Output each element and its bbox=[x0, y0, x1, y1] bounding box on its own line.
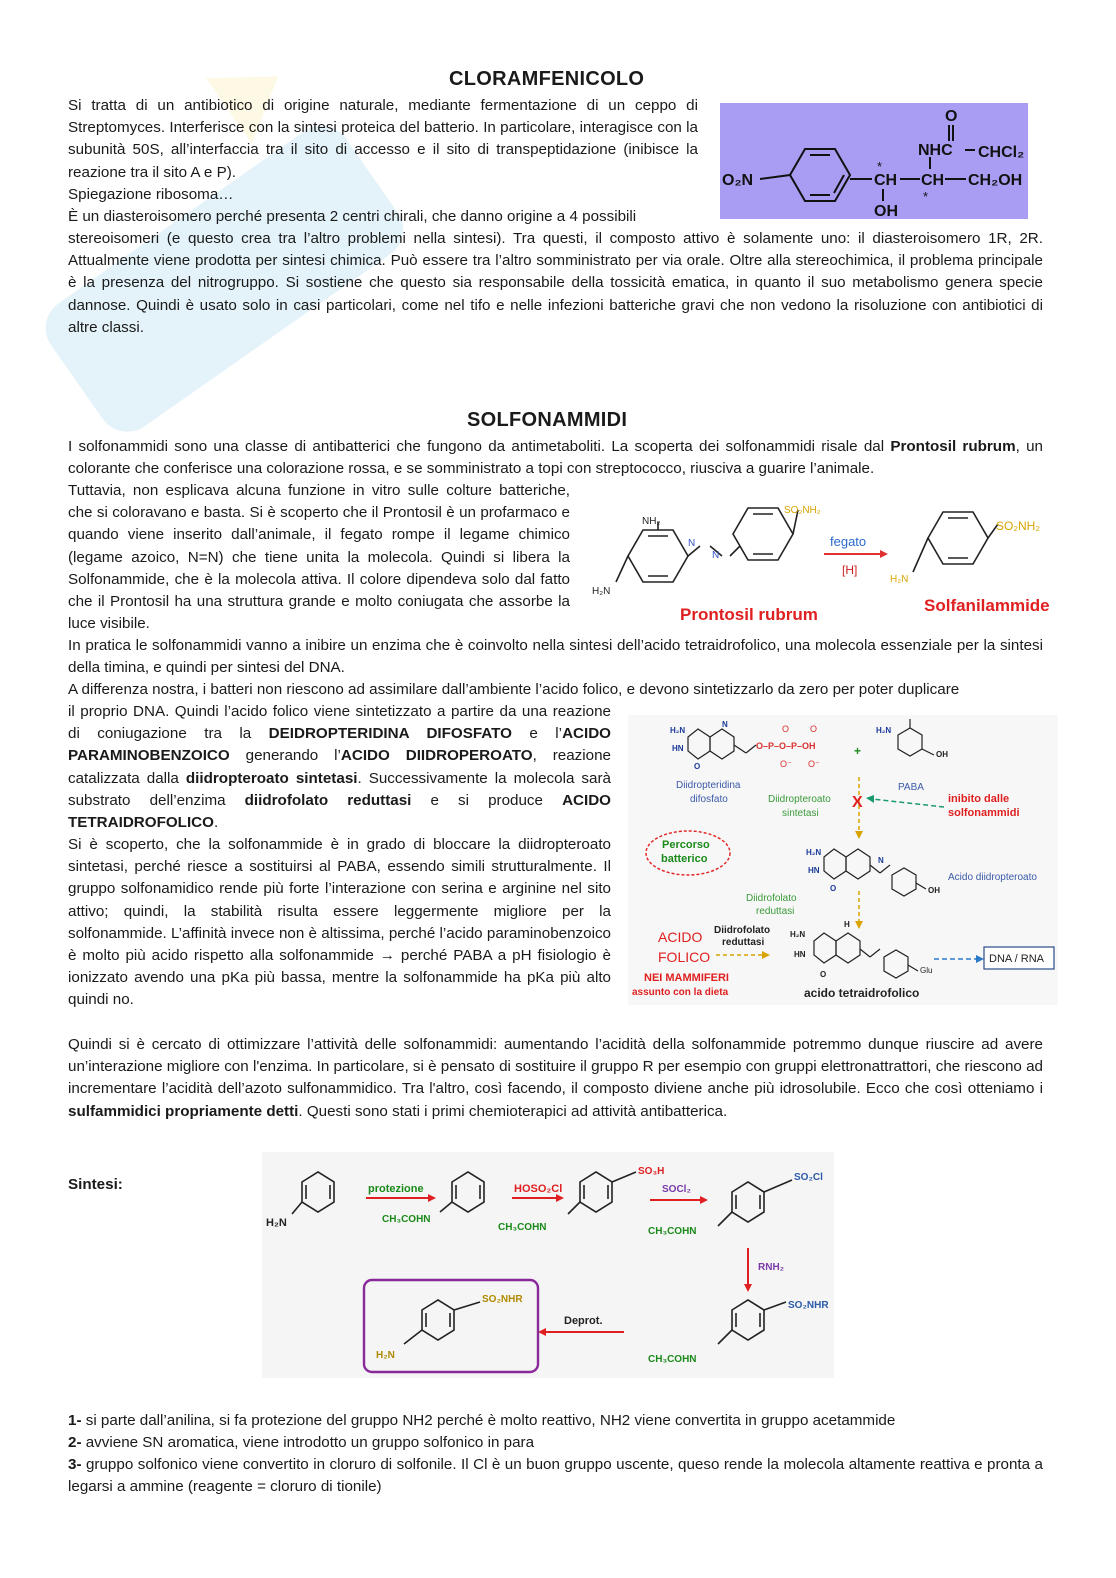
chiral-star-2: * bbox=[923, 189, 929, 204]
dna-rna-label: DNA / RNA bbox=[989, 953, 1045, 965]
percorso-label-2: batterico bbox=[661, 853, 708, 865]
aniline-h2n: H₂N bbox=[266, 1217, 287, 1229]
ch-label-2: CH bbox=[921, 172, 945, 189]
paragraph-solfonammidi-6: Si è scoperto, che la solfonammide è in grado di bloccare la diidropteroato sintetasi, perché riesce a sostituirsi al PABA, essendo simili strutturalmente. Il gruppo solfonamidico rende più forte l’interazione con serina e arginine nel sito attivo; quindi, la stabilità risulta essere leggermente migliore per la solfonammide. L’affinità invece non è altissima, perché l’acido paraminobenzoico è molto più acido rispetto alla solfonammide → perché PABA a pH fisiologio è ionizzato avendo una pKa più bassa, mentre la solfonammide ha pKa più alto quindi no. bbox=[68, 836, 611, 1009]
sintesi-label: Sintesi: bbox=[68, 1176, 123, 1193]
folate-hn-2: HN bbox=[808, 866, 820, 875]
diidropteroato-sintetasi-2: sintetasi bbox=[782, 808, 819, 819]
diidrofolato-reduttasi-1b: reduttasi bbox=[756, 906, 795, 917]
diidropteroato-sintetasi-1: Diidropteroato bbox=[768, 794, 831, 805]
acetamide-4: CH₃COHN bbox=[648, 1354, 697, 1365]
prontosil-so2nh2: SO₂NH₂ bbox=[784, 505, 821, 516]
step-1: 1- si parte dall’anilina, si fa protezione del gruppo NH2 perché è molto reattivo, NH2 viene convertita in gruppo acetammide bbox=[68, 1412, 896, 1429]
chloramphenicol-structure bbox=[720, 103, 1028, 219]
inibito-label-1: inibito dalle bbox=[948, 793, 1010, 805]
tetraidrofolico-label: acido tetraidrofolico bbox=[804, 986, 920, 1000]
diidrofolato-reduttasi-2b: reduttasi bbox=[722, 937, 765, 948]
paragraph-solfonammidi-2: Tuttavia, non esplicava alcuna funzione in vitro sulle colture batteriche, che si coloravano e basta. Si è scoperto che il Prontosil è un profarmaco e quando viene inserito dall’animale, il fegato rompe il legame chimico (legame azoico, N=N) che tiene unita la molecola. Quindi si libera la Solfonammide, che è la molecola attiva. Il colore dipendeva solo dal fatto che il Prontosil ha una struttura grande e molto coniugata che assorbe la luce visibile. bbox=[68, 482, 570, 633]
oxygen-label: O bbox=[945, 108, 958, 125]
azo-n1: N bbox=[688, 538, 696, 549]
chiral-star-1: * bbox=[877, 159, 883, 174]
oh-label: OH bbox=[874, 203, 898, 219]
diidropteridina-label: Diidropteridina bbox=[676, 780, 741, 791]
paba-oh: OH bbox=[936, 750, 948, 759]
folico-label: FOLICO bbox=[658, 949, 711, 965]
diidrofolato-reduttasi-2a: Diidrofolato bbox=[714, 925, 771, 936]
phosphate-o-bottom-2: O⁻ bbox=[808, 759, 820, 769]
solfan-so2nh2: SO₂NH₂ bbox=[996, 519, 1040, 533]
o2n-label: O₂N bbox=[722, 172, 754, 189]
folate-h-3: H bbox=[844, 920, 850, 929]
paragraph-solfonammidi-4: A differenza nostra, i batteri non riescono ad assimilare dall’ambiente l’acido folico, e devono sintetizzarlo da zero per poter duplicare bbox=[68, 681, 960, 698]
prontosil-name: Prontosil rubrum bbox=[680, 605, 818, 624]
paragraph-solfonammidi-3: In pratica le solfonammidi vanno a inibire un enzima che è coinvolto nella sintesi dell’acido tetraidrofolico, una molecola essenziale per la sintesi della timina, e quindi per sintesi del DNA. bbox=[68, 637, 1043, 677]
solfan-h2n: H₂N bbox=[890, 574, 909, 585]
final-h2n: H₂N bbox=[376, 1350, 395, 1361]
paragraph-solfonammidi-1: I solfonammidi sono una classe di antibatterici che fungono da antimetaboliti. La scoperta dei solfonammidi risale dal Prontosil rubrum, un colorante che conferisce una colorazione rossa, e se somministrato a topi con streptococco, riusciva a guarire l’animale. bbox=[68, 438, 1043, 478]
synthesis-scheme bbox=[262, 1152, 834, 1378]
folate-n-1: N bbox=[722, 720, 728, 729]
paba-h2n: H₂N bbox=[876, 726, 892, 735]
mammiferi-label: NEI MAMMIFERI bbox=[644, 972, 729, 984]
paragraph-cloramfenicolo-2: Spiegazione ribosoma… bbox=[68, 186, 234, 203]
so2cl-label: SO₂Cl bbox=[794, 1172, 823, 1183]
acido-label: ACIDO bbox=[658, 929, 703, 945]
folate-o-3: O bbox=[820, 970, 827, 979]
folate-o-2: O bbox=[830, 884, 837, 893]
paragraph-cloramfenicolo-1: Si tratta di un antibiotico di origine naturale, mediante fermentazione di un ceppo di Streptomyces. Interferisce con la sintesi proteica del batterio. In particolare, interagisce con la subunità 50S, all’interfaccia tra il sito di accesso e il sito di transpeptidazione (inibisce la reazione tra il sito A e P). bbox=[68, 97, 698, 181]
difosfato-label: difosfato bbox=[690, 794, 728, 805]
phosphate-o-top-1: O bbox=[782, 724, 790, 734]
folate-h2n-3: H₂N bbox=[790, 930, 806, 939]
phosphate-chain: O–P–O–P–OH bbox=[756, 741, 816, 751]
acetamide-2: CH₃COHN bbox=[498, 1222, 547, 1233]
folate-h2n-1: H₂N bbox=[670, 726, 686, 735]
step-2: 2- avviene SN aromatica, viene introdotto un gruppo solfonico in para bbox=[68, 1434, 535, 1451]
section-title-cloramfenicolo: CLORAMFENICOLO bbox=[449, 68, 645, 90]
prontosil-h2n: H₂N bbox=[592, 586, 611, 597]
percorso-label-1: Percorso bbox=[662, 839, 710, 851]
inhibition-x: X bbox=[852, 794, 863, 811]
phosphate-o-top-2: O bbox=[810, 724, 818, 734]
diidrofolato-reduttasi-1a: Diidrofolato bbox=[746, 893, 797, 904]
phosphate-o-bottom-1: O⁻ bbox=[780, 759, 792, 769]
paba-label: PABA bbox=[898, 782, 924, 793]
chcl2-label: CHCl₂ bbox=[978, 144, 1025, 161]
folate-o-1: O bbox=[694, 762, 701, 771]
paragraph-solfonammidi-7: Quindi si è cercato di ottimizzare l’attività delle solfonammidi: aumentando l’acidità della solfonammide potremmo dunque riuscire ad avere un’interazione migliore con l'enzima. In particolare, si è pensato di sostituire il gruppo R per esempio con gruppi elettronattrattori, che riescono ad incrementare l’acidità dell’azoto sulfonammidico. Tra l'altro, così facendo, il composto diviene anche più idrosolubile. Ecco che così otteniamo i sulfammidici propriamente detti. Questi sono stati i primi chemioterapici ad attività antibatterica. bbox=[68, 1036, 1043, 1120]
folate-h2n-2: H₂N bbox=[806, 848, 822, 857]
hoso2cl-label: HOSO₂Cl bbox=[514, 1183, 563, 1195]
acido-diidropteroato-label: Acido diidropteroato bbox=[948, 872, 1037, 883]
so2nhr-label-2: SO₂NHR bbox=[482, 1294, 523, 1305]
fegato-label: fegato bbox=[830, 534, 867, 549]
dieta-label: assunto con la dieta bbox=[632, 987, 729, 998]
paragraph-cloramfenicolo-3a: È un diasteroisomero perché presenta 2 centri chirali, che danno origine a 4 possibili bbox=[68, 208, 637, 225]
step-3: 3- gruppo solfonico viene convertito in cloruro di solfonile. Il Cl è un buon gruppo uscente, queso rende la molecola altamente reattiva e pronta a legarsi a ammine (reagente = cloruro di tionile) bbox=[68, 1456, 1043, 1496]
prontosil-figure bbox=[588, 494, 1063, 634]
paragraph-cloramfenicolo-3b: stereoisomeri (e questo crea tra l’altro problemi nella sintesi). Tra questi, il composto attivo è solamente uno: il diasteroisomero 1R, 2R. Attualmente viene prodotta per sintesi chimica. Può essere tra l’altro somministrato per via orale. Oltre alla stereochimica, il problema principale è la presenza del nitrogruppo. Si sostiene che questo sia responsabile della tossicità ematica, in quanto il suo metabolismo genera specie dannose. Quindi è usato solo in casi particolari, come nel tifo e nelle infezioni batteriche gravi che non vedono la risoluzione con antibiotici di altre classi. bbox=[68, 230, 1043, 336]
nhc-label: NHC bbox=[918, 142, 953, 159]
glu-label: Glu bbox=[920, 966, 933, 975]
folate-oh-2: OH bbox=[928, 886, 940, 895]
folate-hn-1: HN bbox=[672, 744, 684, 753]
acetamide-1: CH₃COHN bbox=[382, 1214, 431, 1225]
section-title-solfonammidi: SOLFONAMMIDI bbox=[467, 409, 628, 431]
so3h-label: SO₃H bbox=[638, 1166, 665, 1177]
deprot-label: Deprot. bbox=[564, 1315, 603, 1327]
acetamide-3: CH₃COHN bbox=[648, 1226, 697, 1237]
folate-pathway-figure bbox=[628, 715, 1058, 1005]
ch-label-1: CH bbox=[874, 172, 898, 189]
so2nhr-label-1: SO₂NHR bbox=[788, 1300, 829, 1311]
ch2oh-label: CH₂OH bbox=[968, 172, 1023, 189]
paragraph-solfonammidi-5: il proprio DNA. Quindi l’acido folico viene sintetizzato a partire da una reazione di coniugazione tra la DEIDROPTERIDINA DIFOSFATO e l’ACIDO PARAMINOBENZOICO generando l’ACIDO DIIDROPEROATO, reazione catalizzata dalla diidropteroato sintetasi. Successivamente la molecola sarà substrato dell’enzima diidrofolato reduttasi e si produce ACIDO TETRAIDROFOLICO. bbox=[68, 703, 611, 832]
reduction-label: [H] bbox=[842, 563, 858, 577]
folate-n-2: N bbox=[878, 856, 884, 865]
solfanilammide-name: Solfanilammide bbox=[924, 596, 1050, 615]
plus-sign: + bbox=[854, 744, 862, 758]
protezione-label: protezione bbox=[368, 1183, 424, 1195]
inibito-label-2: solfonammidi bbox=[948, 807, 1020, 819]
socl2-label: SOCl₂ bbox=[662, 1184, 691, 1195]
folate-hn-3: HN bbox=[794, 950, 806, 959]
prontosil-nh2: NH₂ bbox=[642, 516, 661, 527]
rnh2-label: RNH₂ bbox=[758, 1262, 785, 1273]
azo-n2: N bbox=[712, 550, 720, 561]
